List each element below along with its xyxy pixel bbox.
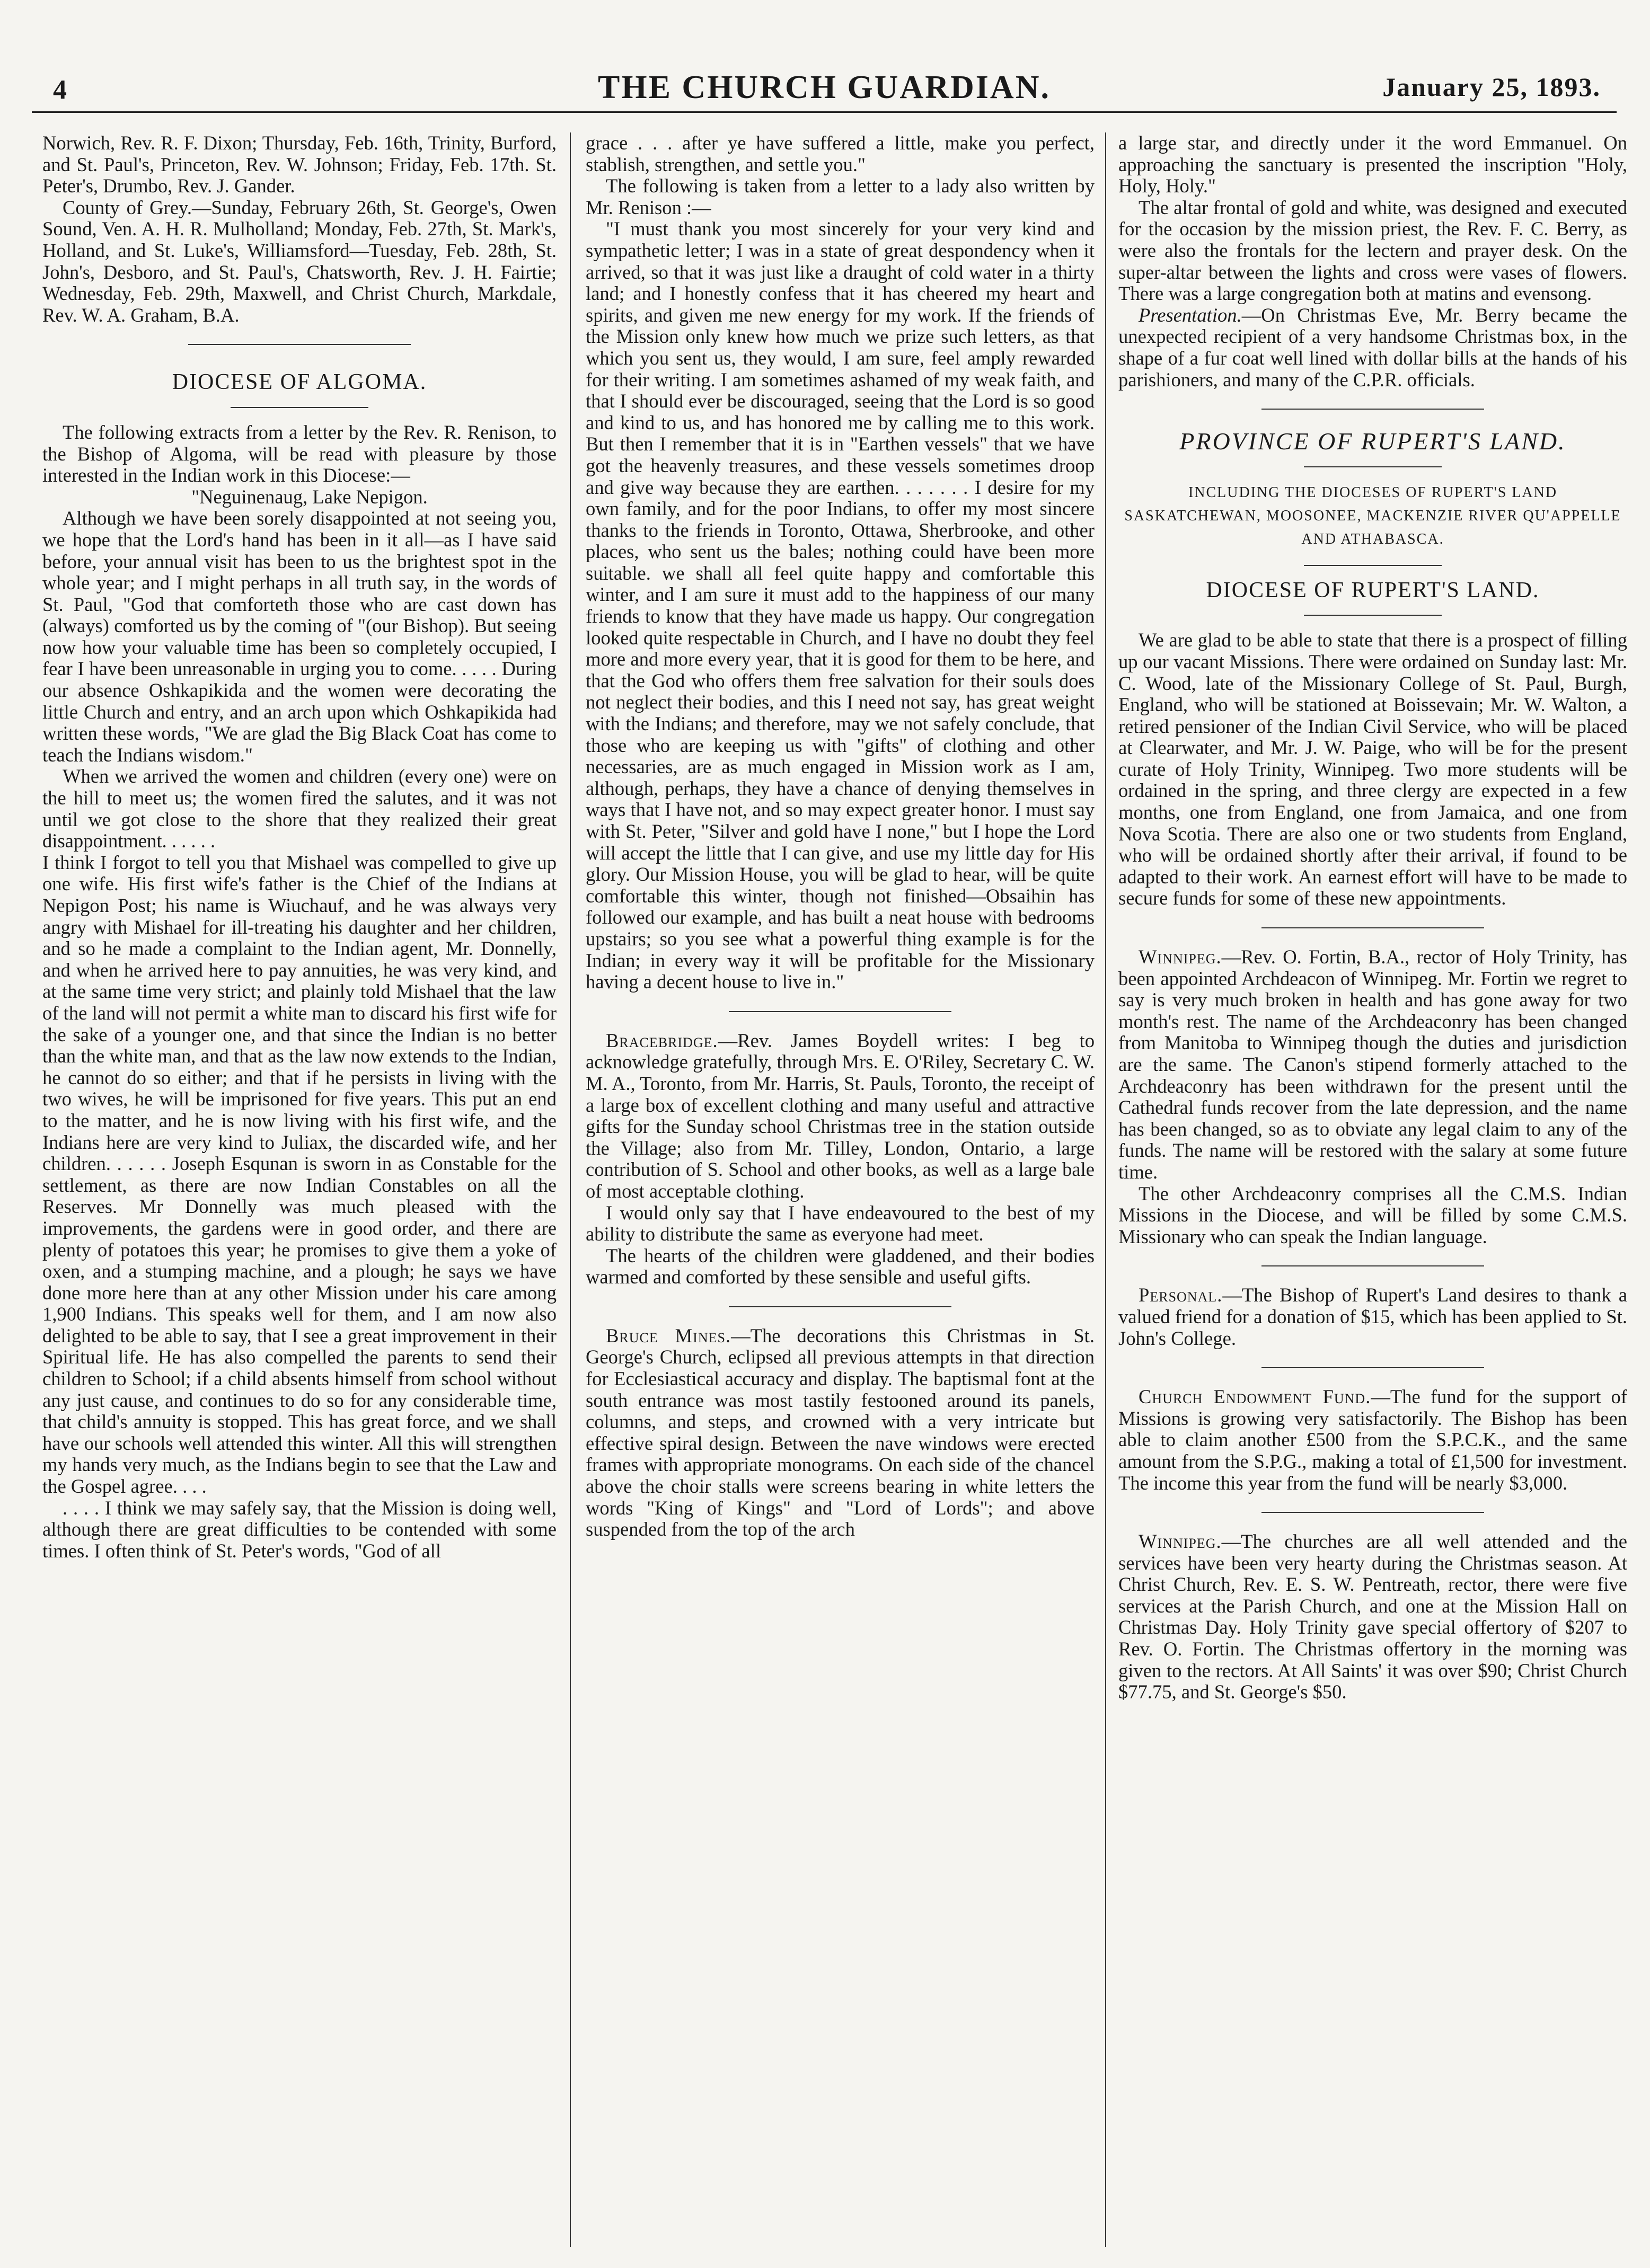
paragraph: When we arrived the women and children (every one) were on the hill to meet us; the women fired the salutes, and it was not until we got close to the shore that they realized their great disappointment. . . . . .: [42, 765, 557, 852]
paragraph: "I must thank you most sincerely for your very kind and sympathetic letter; I was in a state of great despondency when it arrived, so that it was just like a draught of cold water in a thirty land; and I honestly confess that it has cheered my heart and spirits, and given me new energy for my work. If the friends of the Mission only knew how much we prize such letters, as that which you sent us, they would, I am sure, feel amply rewarded for their writing. I am sometimes ashamed of my weak faith, and that I should ever be discouraged, seeing that the Lord is so good and kind to us, and has honored me by calling me to this work. But then I remember that it is in "Earthen vessels" that we have got the heavenly treasures, and these vessels sometimes droop and give way because they are earthen. . . . . . . I desire for my own family, and for the poor Indians, to offer my most sincere thanks to the friends in Toronto, Ottawa, Sherbrooke, and other places, who sent us the bales; nothing could have been more suitable. we shall all feel quite happy and comfortable this winter, and I am sure it must add to the happiness of our many friends to know that they have made us happy. Our congregation looked quite respectable in Church, and I have no doubt they feel more and more every year, that it is good for them to be here, and that the God who offers them free salvation for their souls does not neglect their bodies, and this I need not say, has great weight with the Indians; and therefore, may we not safely conclude, that those who are keeping us with "gifts" of clothing and other necessaries, are as much engaged in Mission work as I am, although, perhaps, they have a chance of denying themselves in ways that I have not, and so may expect greater honor. I must say with St. Peter, "Silver and gold have I none," but I hope the Lord will accept the little that I can give, and use my little day for His glory. Our Mission House, you will be glad to hear, will be quite comfortable this winter, though not finished—Obsaihin has followed our example, and has built a neat house with bedrooms upstairs; so you see what a powerful thing example is for the Indian; in every way it will be profitable for the Missionary having a decent house to live in.": [586, 218, 1095, 993]
paragraph: The altar frontal of gold and white, was designed and executed for the occasion by the mission priest, the Rev. F. C. Berry, as were also the frontals for the lectern and prayer desk. On the super-altar between the lights and cross were vases of flowers. There was a large congregation both at matins and evensong.: [1118, 196, 1627, 305]
paragraph: Although we have been sorely disappointed at not seeing you, we hope that the Lord's hand has been in it all—as I have said before, your annual visit has been to us the brightest spot in the whole year; and I might perhaps in all truth say, in the words of St. Paul, "God that comforteth those who are cast down has (always) comforted us by the coming of "(our Bishop). But seeing now how your valuable time has been so completely occupied, I fear I have been unreasonable in urging you to come. . . . . During our absence Oshkapikida and the women were decorating the little Church and entry, and an arch upon which Oshkapikida had written these words, "We are glad the Big Black Coat has come to teach the Indians wisdom.": [42, 507, 557, 766]
paragraph: We are glad to be able to state that there is a prospect of filling up our vacant Missions. There were ordained on Sunday last: Mr. C. Wood, late of the Missionary College of St. Paul, Burgh, England, who will be stationed at Boissevain; Mr. W. Walton, a retired pensioner of the Indian Civil Service, who will be placed at Clearwater, and Mr. J. W. Paige, who will be for the present curate of Holy Trinity, Winnipeg. Two more students will be ordained in the spring, and three clergy are expected in a few months, one from England, one from Jamaica, and one from Nova Scotia. There are also one or two students from England, who will be ordained shortly after their arrival, if found to be adapted to their work. An earnest effort will have to be made to secure funds for some of these new appointments.: [1118, 629, 1627, 909]
paragraph: I would only say that I have endeavoured to the best of my ability to distribute the same as everyone had meet.: [586, 1201, 1095, 1245]
paragraph: I think I forgot to tell you that Mishael was compelled to give up one wife. His first wife's father is the Chief of the Indians at Nepigon Post; his name is Wiuchauf, and he was always very angry with Mishael for ill-treating his daughter and her children, and so he made a complaint to the Indian agent, Mr. Donnelly, and when he arrived here to pay annuities, he was very kind, and at the same time very strict; and plainly told Mishael that the law of the land will not permit a white man to discard his first wife for the sake of a younger one, and that since the Indian is no better than the white man, and that as the law now extends to the Indian, he cannot do so either; and that if he persists in living with the two wives, he will be imprisoned for five years. This put an end to the matter, and he is now living with his first wife, and the Indians here are very kind to Juliax, the discarded wife, and her children. . . . . . Joseph Esqunan is sworn in as Constable for the settlement, as there are now Indian Constables on all the Reserves. Mr Donnelly was much pleased with the improvements, the gardens were in good order, and there are plenty of potatoes this year; he promises to give them a yoke of oxen, and a stumping machine, and a plough; he says we have done more here than at any other Mission under his care among 1,900 Indians. This speaks well for them, and I am now also delighted to be able to say, that I see a great improvement in their Spiritual life. He has also compelled the parents to send their children to School; if a child absents himself from school without any just cause, and continues to do so for any considerable time, that child's annuity is stopped. This has great force, and we shall have our schools well attended this winter. All this will strengthen my hands very much, as the Indians begin to see that the Law and the Gospel agree. . . .: [42, 851, 557, 1498]
paragraph: [1118, 1386, 1627, 1494]
paragraph: The other Archdeaconry comprises all the C.M.S. Indian Missions in the Diocese, and will be filled by some C.M.S. Missionary who can speak the Indian language.: [1118, 1182, 1627, 1247]
paragraph-lead: Bracebridge.: [606, 1029, 718, 1051]
divider: [729, 1306, 951, 1307]
paragraph: The following extracts from a letter by the Rev. R. Renison, to the Bishop of Algoma, will be read with pleasure by those interested in the Indian work in this Diocese:—: [42, 421, 557, 486]
column-rule: [570, 132, 571, 2247]
divider: [729, 1011, 951, 1012]
column-1: [42, 132, 557, 2252]
paragraph-lead: Church Endowment Fund.: [1139, 1386, 1371, 1408]
paragraph: grace . . . after ye have suffered a little, make you perfect, stablish, strengthen, and settle you.": [586, 132, 1095, 175]
divider: [231, 407, 368, 408]
page-number: 4: [53, 75, 67, 105]
paragraph-lead: Bruce Mines.: [606, 1324, 731, 1346]
paragraph-text: —The fund for the support of Missions is growing very satisfactorily. The Bishop has been able to claim another £500 from the S.P.C.K., and the same amount from the S.P.G., making a total of £1,500 for investment. The income this year from the fund will be nearly $3,000.: [1118, 1386, 1627, 1494]
section-heading: DIOCESE OF RUPERT'S LAND.: [1206, 578, 1540, 603]
paragraph: [1118, 305, 1627, 391]
column-3: [1118, 132, 1627, 2252]
column-2: [586, 132, 1095, 2252]
paragraph-text: —On Christmas Eve, Mr. Berry became the unexpected recipient of a very handsome Christmas box, in the shape of a fur coat well lined with dollar bills at the hands of his parishioners, and many of the C.P.R. officials.: [1118, 304, 1627, 391]
column-rule: [1105, 132, 1106, 2247]
divider: [1261, 1265, 1484, 1266]
section-heading: PROVINCE OF RUPERT'S LAND.: [1179, 428, 1566, 455]
paragraph: . . . . I think we may safely say, that the Mission is doing well, although there are great difficulties to be contended with some times. I often think of St. Peter's words, "God of all: [42, 1496, 557, 1562]
paragraph-text: —Rev. James Boydell writes: I beg to acknowledge gratefully, through Mrs. E. O'Riley, Secretary C. W. M. A., Toronto, from Mr. Harris, St. Pauls, Toronto, the receipt of a large box of excellent clothing and many useful and attractive gifts for the Sunday school Christmas tree in the station outside the Village; also from Mr. Tilley, London, Ontario, a large contribution of S. School and other books, as well as a large bale of most acceptable clothing.: [586, 1029, 1095, 1202]
dateline: "Neguinenaug, Lake Nepigon.: [191, 485, 428, 508]
paragraph-lead: Winnipeg.: [1139, 1530, 1222, 1553]
paragraph: [1118, 1284, 1627, 1349]
paragraph: County of Grey.—Sunday, February 26th, St. George's, Owen Sound, Ven. A. H. R. Mulholland; Monday, Feb. 27th, St. Mark's, Holland, and St. Luke's, Williamsford—Tuesday, Feb. 28th, St. John's, Desboro, and St. Paul's, Chatsworth, Rev. J. H. Fairtie; Wednesday, Feb. 29th, Maxwell, and Christ Church, Markdale, Rev. W. A. Graham, B.A.: [42, 196, 557, 326]
paragraph: [586, 1325, 1095, 1540]
paragraph-text: —The churches are all well attended and the services have been very hearty during the Christmas season. At Christ Church, Rev. E. S. W. Pentreath, rector, there were five services at the Parish Church, and one at the Mission Hall on Christmas Day. Holy Trinity gave special offertory of $207 to Rev. O. Fortin. The Christmas offertory in the morning was given to the rectors. At All Saints' it was over $90; Christ Church $77.75, and St. George's $50.: [1118, 1530, 1627, 1703]
paragraph-lead: Winnipeg.: [1139, 946, 1222, 968]
divider: [188, 344, 411, 345]
paragraph: [586, 1030, 1095, 1202]
divider: [1304, 466, 1442, 467]
paragraph-text: —Rev. O. Fortin, B.A., rector of Holy Trinity, has been appointed Archdeacon of Winnipeg. Mr. Fortin we regret to say is very much broken in health and has gone away for two month's rest. The name of the Archdeaconry has been changed from Manitoba to Winnipeg though the duties and jurisdiction are the same. The Canon's stipend formerly attached to the Archdeaconry has been withdrawn for the present until the Cathedral funds recover from the late depression, and the name has been changed, so as to obviate any legal claim to any of the funds. The name will be restored with the salary at some future time.: [1118, 946, 1627, 1183]
divider: [1261, 409, 1484, 410]
divider: [1304, 565, 1442, 566]
section-heading: DIOCESE OF ALGOMA.: [172, 370, 427, 395]
paragraph-text: —The decorations this Christmas in St. George's Church, eclipsed all previous attempts in that direction for Ecclesiastical accuracy and display. The baptismal font at the south entrance was most tastily festooned around its panels, columns, and steps, and crowned with a very intricate but effective spiral design. Between the nave windows were erected frames with appropriate monograms. On each side of the chancel above the choir stalls were screens bearing in white letters the words "King of Kings" and "Lord of Lords"; and above suspended from the top of the arch: [586, 1324, 1095, 1540]
paragraph: The following is taken from a letter to a lady also written by Mr. Renison :—: [586, 175, 1095, 218]
paragraph-lead: Presentation.: [1139, 304, 1242, 326]
paragraph: [1118, 1531, 1627, 1703]
issue-date: January 25, 1893.: [1382, 72, 1601, 102]
paragraph: [1118, 946, 1627, 1183]
page-header: [32, 48, 1617, 113]
section-subheading: INCLUDING THE DIOCESES OF RUPERT'S LAND SASKATCHEWAN, MOOSONEE, MACKENZIE RIVER QU'APPELLE AND ATHABASCA.: [1124, 484, 1621, 547]
divider: [1304, 615, 1442, 616]
divider: [1261, 1367, 1484, 1368]
paragraph-text: —The Bishop of Rupert's Land desires to thank a valued friend for a donation of $15, which has been applied to St. John's College.: [1118, 1284, 1627, 1349]
paragraph: a large star, and directly under it the word Emmanuel. On approaching the sanctuary is presented the inscription "Holy, Holy, Holy.": [1118, 132, 1627, 197]
paragraph-lead: Personal.: [1139, 1284, 1223, 1306]
newspaper-title: THE CHURCH GUARDIAN.: [598, 69, 1051, 105]
divider: [1261, 927, 1484, 928]
divider: [1261, 1512, 1484, 1513]
paragraph: The hearts of the children were gladdened, and their bodies warmed and comforted by these sensible and useful gifts.: [586, 1244, 1095, 1288]
paragraph: Norwich, Rev. R. F. Dixon; Thursday, Feb. 16th, Trinity, Burford, and St. Paul's, Princeton, Rev. W. Johnson; Friday, Feb. 17th. St. Peter's, Drumbo, Rev. J. Gander.: [42, 132, 557, 197]
